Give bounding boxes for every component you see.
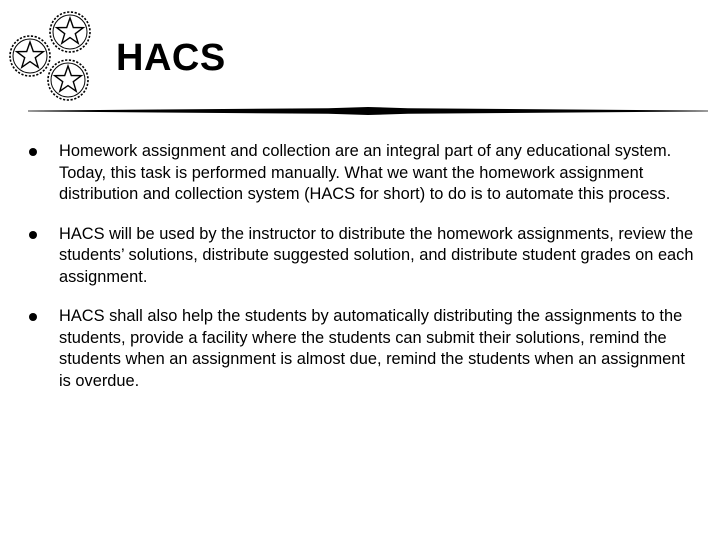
title-divider xyxy=(28,107,708,115)
bullet-item xyxy=(28,306,698,392)
bullet-dot-icon xyxy=(29,148,37,156)
bullet-dot-icon xyxy=(29,313,37,321)
bullet-item xyxy=(28,224,698,289)
bullet-text: HACS shall also help the students by automatically distributing the assignments to the students, provide a facility where the students can submit their solutions, remind the students when an assignment is almost due, remind the students when an assignment is overdue. xyxy=(59,307,685,390)
bullet-dot-icon xyxy=(29,231,37,239)
bullet-text: HACS will be used by the instructor to distribute the homework assignments, review the students’ solutions, distribute suggested solution, and distribute student grades on each assignment. xyxy=(59,224,694,286)
slide-title: HACS xyxy=(116,37,226,79)
bullet-text: Homework assignment and collection are an integral part of any educational system. Today, this task is performed manually. What we want the homework assignment distribution and collection system (HACS for short) to do is to automate this process. xyxy=(59,142,672,203)
bullet-item xyxy=(28,141,698,206)
stars-logo-icon xyxy=(4,8,96,104)
bullet-list xyxy=(28,141,698,410)
